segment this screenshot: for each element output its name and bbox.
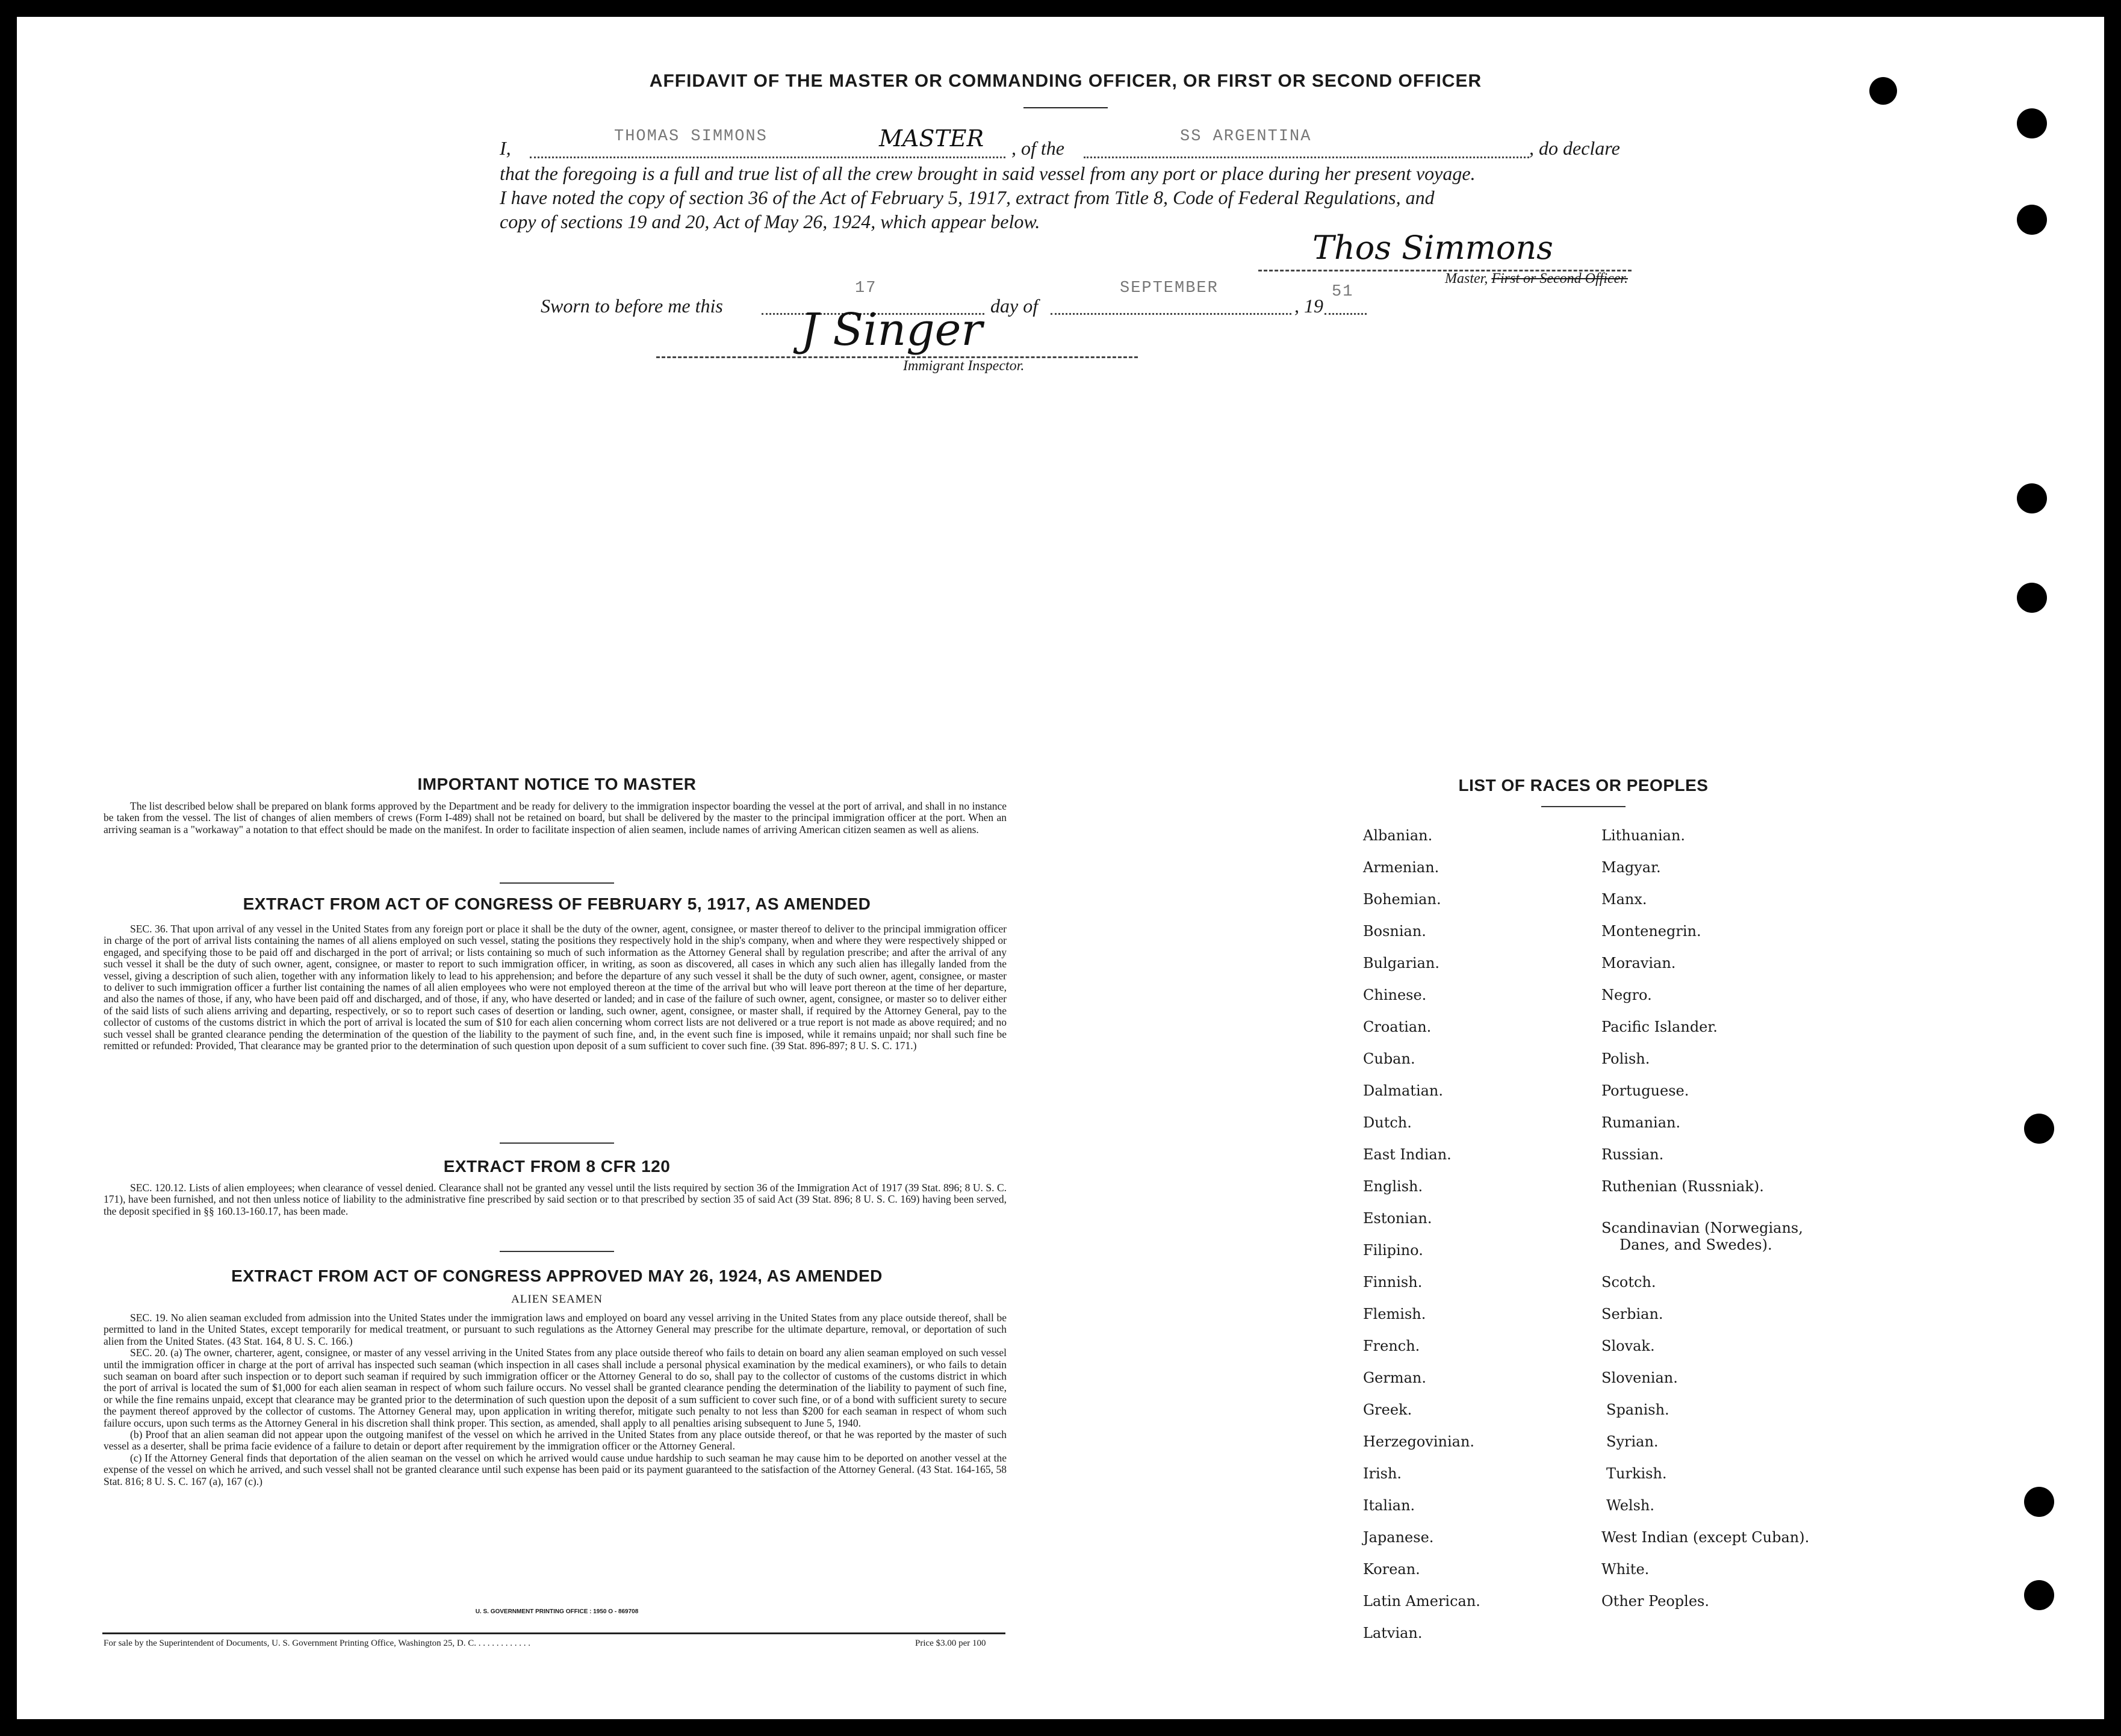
punch-hole <box>2017 483 2047 513</box>
punch-hole <box>2024 1487 2054 1517</box>
footer-price: Price $3.00 per 100 <box>915 1638 986 1648</box>
notice-paragraph: The list described below shall be prepared on blank forms approved by the Department and be ready for delivery to the immigration inspector boarding the vessel at the port of arrival, and shall in no instance be taken from the vessel. The list of changes of alien members of crews (Form I-489) shall not be retained on board, but shall be delivered by the master to the principal immigration officer at the port. When an arriving seaman is a "workaway" a notation to that effect should be made on the manifest. In order to facilitate inspection of alien seamen, include names of arriving American citizen seamen as well as aliens. <box>104 800 1007 835</box>
race-item: Irish. <box>1363 1465 1402 1482</box>
race-item: Herzegovinian. <box>1363 1433 1475 1450</box>
declaration-line-4: copy of sections 19 and 20, Act of May 26, 1924, which appear below. <box>500 211 1040 232</box>
year-blank <box>1324 313 1367 315</box>
race-item: Montenegrin. <box>1601 923 1701 940</box>
race-item: Magyar. <box>1601 859 1661 876</box>
race-item: Japanese. <box>1363 1529 1434 1546</box>
punch-hole <box>2017 108 2047 138</box>
punch-hole <box>1869 77 1897 105</box>
sworn-day: 17 <box>855 279 877 297</box>
race-item: Other Peoples. <box>1601 1593 1709 1610</box>
race-item: Moravian. <box>1601 955 1676 972</box>
extract-1924-sec19: SEC. 19. No alien seaman excluded from admission into the United States under the immigration laws and employed on board any vessel arriving in the United States from any place outside thereof, shall be permitted to land in the United States, except temporarily for medical treatment, or pursuant to such regulations as the Attorney General may prescribe for the ultimate departure, removal, or deportation of such alien from the United States. (43 Stat. 164, 8 U. S. C. 166.) <box>104 1312 1007 1347</box>
race-item: Polish. <box>1601 1050 1650 1067</box>
race-item: Flemish. <box>1363 1306 1426 1322</box>
inspector-line <box>656 356 1138 358</box>
sworn-prefix: Sworn to before me this <box>541 295 723 317</box>
race-item: Syrian. <box>1606 1433 1659 1450</box>
inspector-caption: Immigrant Inspector. <box>903 358 1025 374</box>
race-item: Italian. <box>1363 1497 1415 1514</box>
extract-1917-paragraph: SEC. 36. That upon arrival of any vessel in the United States from any foreign port or place it shall be the duty of the owner, agent, consignee, or master thereof to deliver to the principal immigration officer in charge of the port of arrival lists containing the names of all aliens employed on such vessel, stating the positions they respectively hold in the ship's company, when and where they were respectively shipped or engaged, and specifying those to be paid off and discharged in the port of arrival; or lists containing so much of such information as the Attorney General shall by regulation prescribe; and after the arrival of any such vessel it shall be the duty of such owner, agent, consignee, or master to report to such immigration officer, in writing, as soon as discovered, all cases in which any such alien has illegally landed from the vessel, giving a description of such alien, together with any information likely to lead to his apprehension; and before the departure of any such vessel it shall be the duty of such owner, agent, consignee, or master to deliver to such immigration officer a further list containing the names of all alien employees who were not employed thereon at the time of the arrival but who will leave port thereon at the time of her departure, and also the names of those, if any, who have been paid off and discharged, and of those, if any, who have deserted or landed; and in case of the failure of such owner, agent, consignee, or master so to deliver either of the said lists of such aliens arriving and departing, respectively, or so to report such cases of desertion or landing, such owner, agent, consignee, or master shall, if required by the Attorney General, pay to the collector of customs of the customs district in which the port of arrival is located the sum of $10 for each alien concerning whom correct lists are not delivered or a true report is not made as above required; and no such vessel shall be granted clearance pending the determination of the question of the liability to the payment of such fine, and, in the event such fine is imposed, while it remains unpaid; nor shall such fine be remitted or refunded: Provided, That clearance may be granted prior to the determination of such question upon deposit of a sum sufficient to cover such fine. (39 Stat. 896-897; 8 U. S. C. 171.) <box>104 923 1007 1052</box>
punch-hole <box>2017 205 2047 235</box>
race-item: Bohemian. <box>1363 891 1441 908</box>
master-caption: Master, <box>1445 271 1488 287</box>
race-item: Finnish. <box>1363 1274 1423 1291</box>
race-item: Danes, and Swedes). <box>1619 1236 1772 1253</box>
name-blank <box>530 157 1005 158</box>
sworn-day-label: day of <box>990 295 1039 317</box>
punch-hole <box>2024 1114 2054 1144</box>
race-item: German. <box>1363 1369 1426 1386</box>
race-item: Scotch. <box>1601 1274 1656 1291</box>
sworn-month: SEPTEMBER <box>1120 279 1219 297</box>
affidavit-title: AFFIDAVIT OF THE MASTER OR COMMANDING OFFICER, OR FIRST OR SECOND OFFICER <box>649 71 1482 91</box>
declaration-line-2: that the foregoing is a full and true list of all the crew brought in said vessel from any port or place during her present voyage. <box>500 163 1476 184</box>
extract-1924-subtitle: ALIEN SEAMEN <box>511 1293 603 1306</box>
race-item: Croatian. <box>1363 1018 1432 1035</box>
race-item: Slovenian. <box>1601 1369 1678 1386</box>
month-blank <box>1051 313 1291 315</box>
extract-1924-sec20a: SEC. 20. (a) The owner, charterer, agent, consignee, or master of any vessel arriving in the United States from any place outside thereof who fails to detain on board any alien seaman employed on such vessel until the immigration officer in charge at the port of arrival has inspected such seaman (which inspection in all cases shall include a personal physical examination by the medical examiners), or who fails to detain such seaman on board after such inspection or to deport such seaman if required by such immigration officer or the Attorney General to do so, shall pay to the collector of customs of the customs district in which the port of arrival is located the sum of $1,000 for each alien seaman in respect of whom such failure occurs. No vessel shall be granted clearance pending the determination of the liability to payment of such fine, or while the fine remains unpaid, except that clearance may be granted prior to the determination of such question upon the deposit of a sum sufficient to cover such fine, or of a bond with sufficient surety to secure the payment thereof approved by the collector of customs. The Attorney General may, upon application in writing therefor, mitigate such penalty to not less than $200 for each seaman in respect of whom such failure occurs, upon such terms as the Attorney General in his discretion shall think proper. This section, as amended, shall apply to all penalties arising subsequent to June 5, 1940. <box>104 1347 1007 1429</box>
race-item: Rumanian. <box>1601 1114 1681 1131</box>
vessel-name: SS ARGENTINA <box>1180 128 1312 146</box>
race-item: Bulgarian. <box>1363 955 1439 972</box>
races-title: LIST OF RACES OR PEOPLES <box>1458 776 1709 795</box>
race-item: Chinese. <box>1363 987 1427 1003</box>
extract-1917-body <box>104 923 1007 1052</box>
master-caption-row <box>1445 271 1628 287</box>
punch-hole <box>2024 1580 2054 1610</box>
race-item: Russian. <box>1601 1146 1664 1163</box>
race-item: Cuban. <box>1363 1050 1415 1067</box>
punch-hole <box>2017 583 2047 613</box>
extract-1924-body <box>104 1312 1007 1487</box>
scan-border-left <box>0 0 17 1736</box>
race-item: Manx. <box>1601 891 1647 908</box>
extract-1924-sec20b: (b) Proof that an alien seaman did not appear upon the outgoing manifest of the vessel on which he arrived in the United States from any place outside thereof, or that he was reported by the master of such vessel as a deserter, shall be prima facie evidence of a failure to detain or deport after requirement by the immigration officer or the Attorney General. <box>104 1428 1007 1452</box>
section-rule <box>500 1142 614 1144</box>
section-rule <box>500 882 614 884</box>
race-item: Albanian. <box>1363 827 1433 844</box>
race-item: Negro. <box>1601 987 1652 1003</box>
race-item: Latin American. <box>1363 1593 1480 1610</box>
race-item: Dutch. <box>1363 1114 1412 1131</box>
master-rank: MASTER <box>879 125 984 152</box>
inspector-signature: J Singer <box>801 304 983 356</box>
declaration-line-3: I have noted the copy of section 36 of the Act of February 5, 1917, extract from Title 8, Code of Federal Regulations, and <box>500 187 1435 208</box>
race-item: Spanish. <box>1606 1401 1669 1418</box>
race-item: Armenian. <box>1363 859 1439 876</box>
race-item: Dalmatian. <box>1363 1082 1444 1099</box>
notice-body <box>104 801 1007 835</box>
race-item: White. <box>1601 1561 1650 1578</box>
scan-border-right <box>2104 0 2121 1736</box>
scan-border-top <box>0 0 2121 17</box>
extract-1917-title: EXTRACT FROM ACT OF CONGRESS OF FEBRUARY 5, 1917, AS AMENDED <box>243 894 871 913</box>
races-rule <box>1541 806 1626 807</box>
race-item: Scandinavian (Norwegians, <box>1601 1220 1803 1236</box>
race-item: Lithuanian. <box>1601 827 1686 844</box>
title-rule <box>1023 107 1108 108</box>
race-item: Bosnian. <box>1363 923 1426 940</box>
race-item: Latvian. <box>1363 1625 1423 1641</box>
race-item: Welsh. <box>1606 1497 1654 1514</box>
footer-rule <box>102 1632 1005 1634</box>
race-item: Portuguese. <box>1601 1082 1689 1099</box>
race-item: Korean. <box>1363 1561 1420 1578</box>
extract-cfr-paragraph: SEC. 120.12. Lists of alien employees; when clearance of vessel denied. Clearance shall not be granted any vessel until the lists required by section 36 of the Immigration Act of 1917 (39 Stat. 896; 8 U. S. C. 171), have been furnished, and not then unless notice of liability to the administrative fine prescribed by said section or to that prescribed by section 35 of said Act (39 Stat. 896; 8 U. S. C. 169) having been served, the deposit specified in §§ 160.13-160.17, has been made. <box>104 1182 1007 1217</box>
race-item: French. <box>1363 1338 1420 1354</box>
vessel-blank <box>1084 157 1529 158</box>
race-item: East Indian. <box>1363 1146 1452 1163</box>
race-item: Filipino. <box>1363 1242 1423 1259</box>
do-declare-text: , do declare <box>1529 137 1620 159</box>
of-the-text: , of the <box>1011 137 1064 159</box>
race-item: Serbian. <box>1601 1306 1663 1322</box>
race-item: West Indian (except Cuban). <box>1601 1529 1810 1546</box>
race-item: Pacific Islander. <box>1601 1018 1718 1035</box>
sworn-year: 51 <box>1332 283 1354 301</box>
master-caption-struck: First or Second Officer. <box>1491 271 1628 287</box>
notice-title: IMPORTANT NOTICE TO MASTER <box>417 775 697 793</box>
master-name: THOMAS SIMMONS <box>614 128 768 146</box>
sworn-year-prefix: , 19 <box>1294 295 1323 317</box>
declaration-intro: I, <box>500 137 511 159</box>
race-item: English. <box>1363 1178 1423 1195</box>
race-item: Slovak. <box>1601 1338 1655 1354</box>
gpo-imprint: U. S. GOVERNMENT PRINTING OFFICE : 1950 O - 869708 <box>475 1608 639 1615</box>
extract-cfr-title: EXTRACT FROM 8 CFR 120 <box>443 1157 671 1176</box>
race-item: Estonian. <box>1363 1210 1432 1227</box>
footer-sale-note: For sale by the Superintendent of Documents, U. S. Government Printing Office, Washington 25, D. C. . . . . . . . . . . . . <box>104 1638 530 1648</box>
section-rule <box>500 1251 614 1252</box>
race-item: Ruthenian (Russniak). <box>1601 1178 1764 1195</box>
extract-1924-sec20c: (c) If the Attorney General finds that deportation of the alien seaman on the vessel on which he arrived would cause undue hardship to such seaman he may cause him to be deported on another vessel at the expense of the vessel on which he arrived, and such vessel shall not be granted clearance until such expense has been paid or its payment guaranteed to the satisfaction of the Attorney General. (43 Stat. 164-165, 58 Stat. 816; 8 U. S. C. 167 (a), 167 (c).) <box>104 1451 1007 1487</box>
extract-cfr-body <box>104 1182 1007 1217</box>
race-item: Turkish. <box>1606 1465 1667 1482</box>
extract-1924-title: EXTRACT FROM ACT OF CONGRESS APPROVED MAY 26, 1924, AS AMENDED <box>231 1266 883 1285</box>
race-item: Greek. <box>1363 1401 1412 1418</box>
scan-border-bottom <box>0 1719 2121 1736</box>
master-signature: Thos Simmons <box>1312 229 1553 267</box>
